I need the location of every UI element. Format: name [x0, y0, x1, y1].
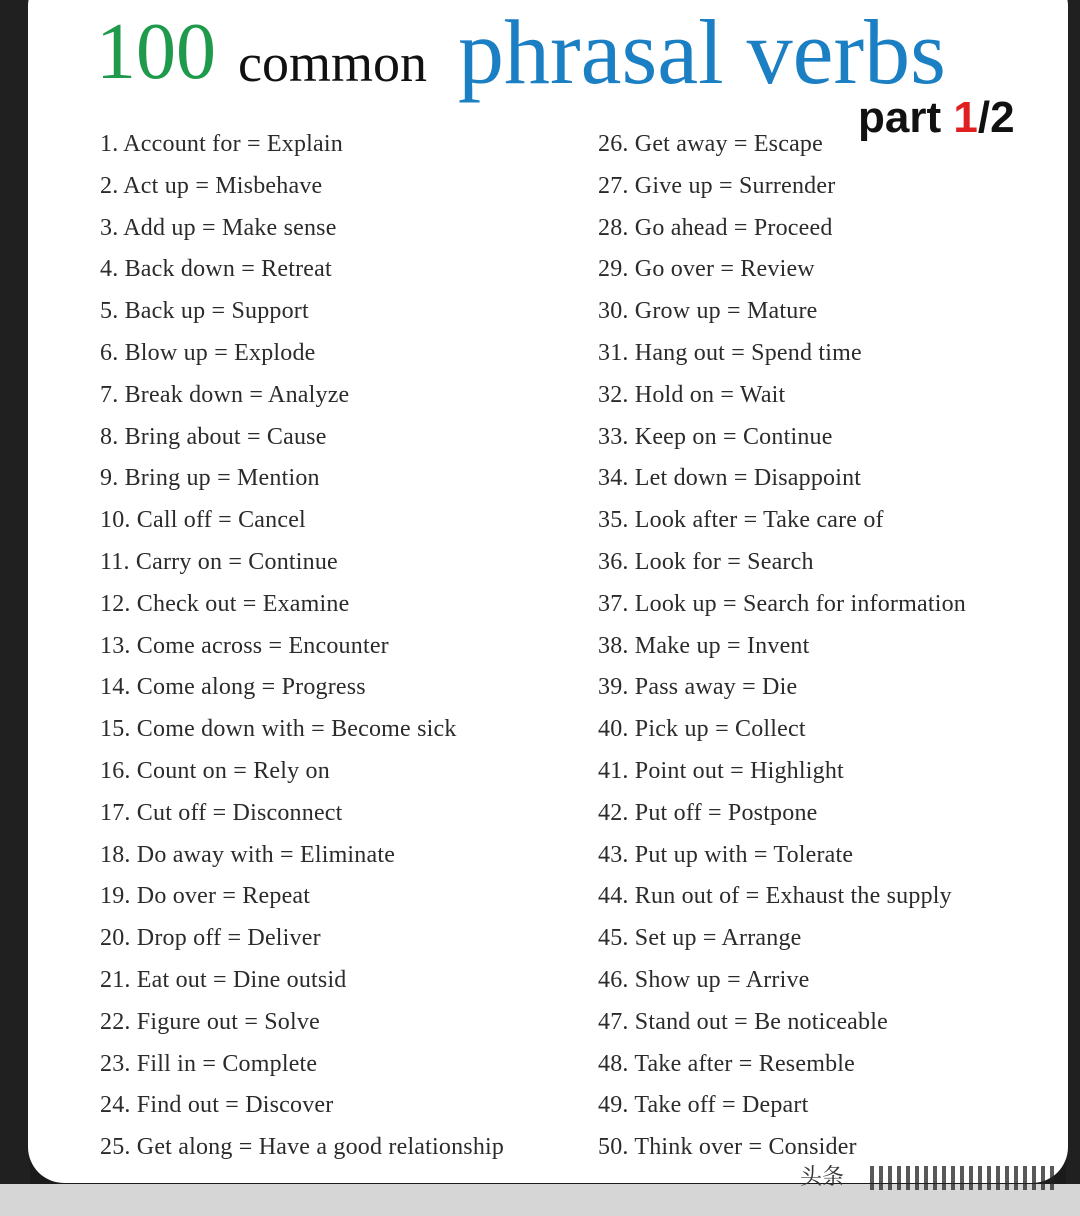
- phrasal-verb-item: 38. Make up = Invent: [598, 632, 810, 659]
- phrasal-verb-item: 17. Cut off = Disconnect: [100, 799, 343, 826]
- part-suffix: /2: [977, 93, 1015, 142]
- phrasal-verb-item: 44. Run out of = Exhaust the supply: [598, 883, 952, 910]
- phrasal-verb-item: 10. Call off = Cancel: [100, 507, 306, 534]
- phrasal-verb-item: 50. Think over = Consider: [598, 1134, 857, 1161]
- right-column-list: [598, 124, 966, 1169]
- phrasal-verb-item: 12. Check out = Examine: [100, 590, 350, 617]
- phrasal-verb-item: 49. Take off = Depart: [598, 1092, 809, 1119]
- watermark-graphic: [870, 1166, 1056, 1190]
- watermark-text: 头条: [800, 1165, 845, 1190]
- phrasal-verb-item: 6. Blow up = Explode: [100, 339, 316, 366]
- phrasal-verb-item: 34. Let down = Disappoint: [598, 465, 862, 492]
- phrasal-verb-item: 41. Point out = Highlight: [598, 757, 844, 784]
- phrasal-verb-item: 45. Set up = Arrange: [598, 925, 802, 952]
- part-prefix: part: [858, 93, 954, 142]
- phrasal-verb-item: 37. Look up = Search for information: [598, 590, 966, 617]
- left-background-edge: [0, 0, 30, 1185]
- phrasal-verb-item: 39. Pass away = Die: [598, 674, 798, 701]
- phrasal-verb-item: 19. Do over = Repeat: [100, 883, 311, 910]
- phrasal-verb-item: 35. Look after = Take care of: [598, 507, 884, 534]
- phrasal-verb-item: 3. Add up = Make sense: [100, 214, 337, 241]
- phrasal-verb-item: 40. Pick up = Collect: [598, 716, 806, 743]
- phrasal-verb-item: 20. Drop off = Deliver: [100, 925, 321, 952]
- phrasal-verb-item: 28. Go ahead = Proceed: [598, 214, 833, 241]
- left-column-list: [100, 124, 504, 1169]
- title-common: common: [238, 33, 427, 93]
- title-phrasal-verbs: phrasal verbs: [458, 1, 946, 103]
- phrasal-verb-item: 2. Act up = Misbehave: [100, 172, 323, 199]
- phrasal-verb-item: 23. Fill in = Complete: [100, 1050, 318, 1077]
- phrasal-verb-item: 31. Hang out = Spend time: [598, 339, 862, 366]
- title-number: 100: [96, 8, 216, 96]
- phrasal-verb-item: 11. Carry on = Continue: [100, 548, 338, 575]
- phrasal-verb-item: 26. Get away = Escape: [598, 131, 823, 157]
- phrasal-verb-item: 16. Count on = Rely on: [100, 757, 330, 784]
- phrasal-verb-item: 46. Show up = Arrive: [598, 966, 810, 993]
- phrasal-verb-item: 22. Figure out = Solve: [100, 1008, 320, 1035]
- phrasal-verb-item: 42. Put off = Postpone: [598, 799, 818, 826]
- phrasal-verb-item: 29. Go over = Review: [598, 256, 815, 283]
- phrasal-verb-item: 43. Put up with = Tolerate: [598, 841, 854, 868]
- phrasal-verb-item: 4. Back down = Retreat: [100, 256, 332, 283]
- phrasal-verb-item: 13. Come across = Encounter: [100, 632, 389, 659]
- phrasal-verb-item: 18. Do away with = Eliminate: [100, 841, 396, 868]
- phrasal-verb-item: 1. Account for = Explain: [100, 131, 343, 157]
- phrasal-verb-item: 25. Get along = Have a good relationship: [100, 1134, 505, 1161]
- phrasal-verb-item: 32. Hold on = Wait: [598, 381, 786, 408]
- part-current: 1: [953, 93, 978, 142]
- phrasal-verb-item: 47. Stand out = Be noticeable: [598, 1008, 888, 1035]
- phrasal-verb-item: 33. Keep on = Continue: [598, 423, 833, 450]
- phrasal-verb-item: 27. Give up = Surrender: [598, 172, 836, 199]
- phrasal-verb-item: 48. Take after = Resemble: [598, 1050, 855, 1077]
- phrasal-verb-item: 14. Come along = Progress: [100, 674, 366, 701]
- phrasal-verb-item: 5. Back up = Support: [100, 298, 309, 325]
- phrasal-verb-item: 8. Bring about = Cause: [100, 423, 327, 450]
- phrasal-verb-item: 15. Come down with = Become sick: [100, 716, 457, 743]
- phrasal-verb-item: 24. Find out = Discover: [100, 1092, 334, 1119]
- phrasal-verb-item: 36. Look for = Search: [598, 548, 814, 575]
- right-background-edge: [1066, 0, 1080, 1185]
- phrasal-verb-item: 9. Bring up = Mention: [100, 465, 320, 492]
- phrasal-verb-item: 30. Grow up = Mature: [598, 298, 818, 325]
- phrasal-verb-item: 21. Eat out = Dine outsid: [100, 966, 347, 993]
- phrasal-verb-item: 7. Break down = Analyze: [100, 381, 350, 408]
